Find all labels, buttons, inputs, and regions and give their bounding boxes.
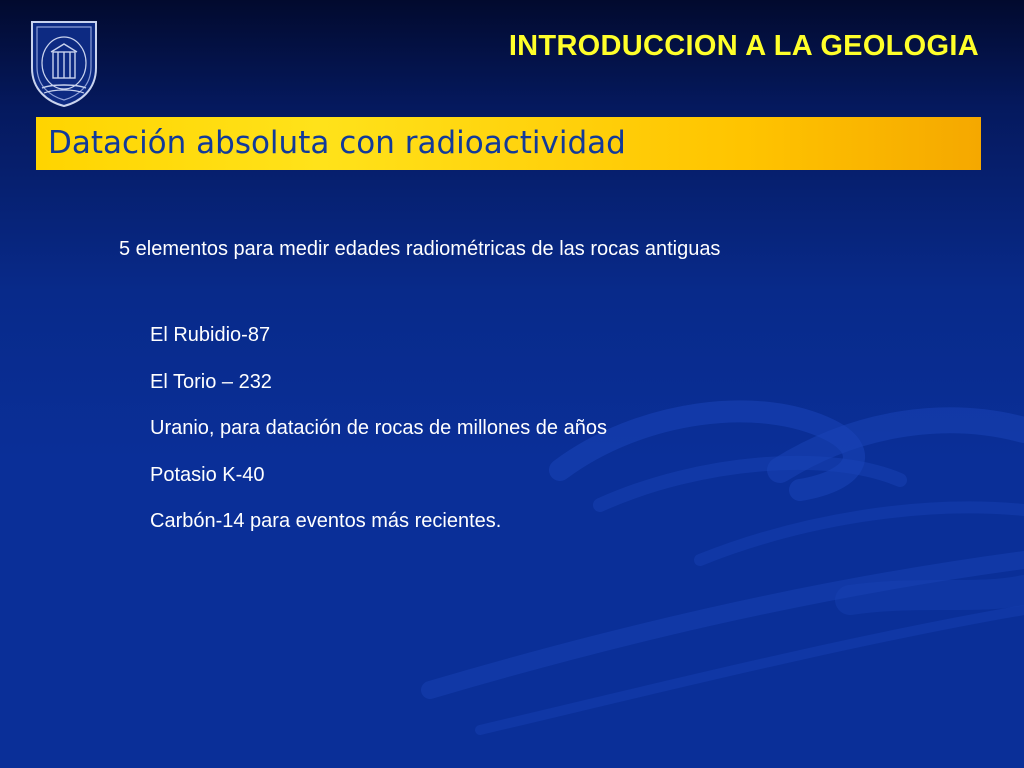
intro-text: 5 elementos para medir edades radiométricas de las rocas antiguas <box>119 238 721 260</box>
page-title: INTRODUCCION A LA GEOLOGIA <box>508 30 979 62</box>
list-item: Potasio K-40 <box>150 463 265 486</box>
subtitle-text: Datación absoluta con radioactividad <box>48 125 626 161</box>
university-crest-icon <box>26 18 102 108</box>
list-item: El Rubidio-87 <box>150 324 271 346</box>
list-item: Uranio, para datación de rocas de millones de años <box>150 417 607 439</box>
list-item: El Torio – 232 <box>150 370 272 393</box>
subtitle-banner <box>36 117 981 170</box>
list-item: Carbón-14 para eventos más recientes. <box>150 510 502 532</box>
elements-list <box>150 322 607 555</box>
